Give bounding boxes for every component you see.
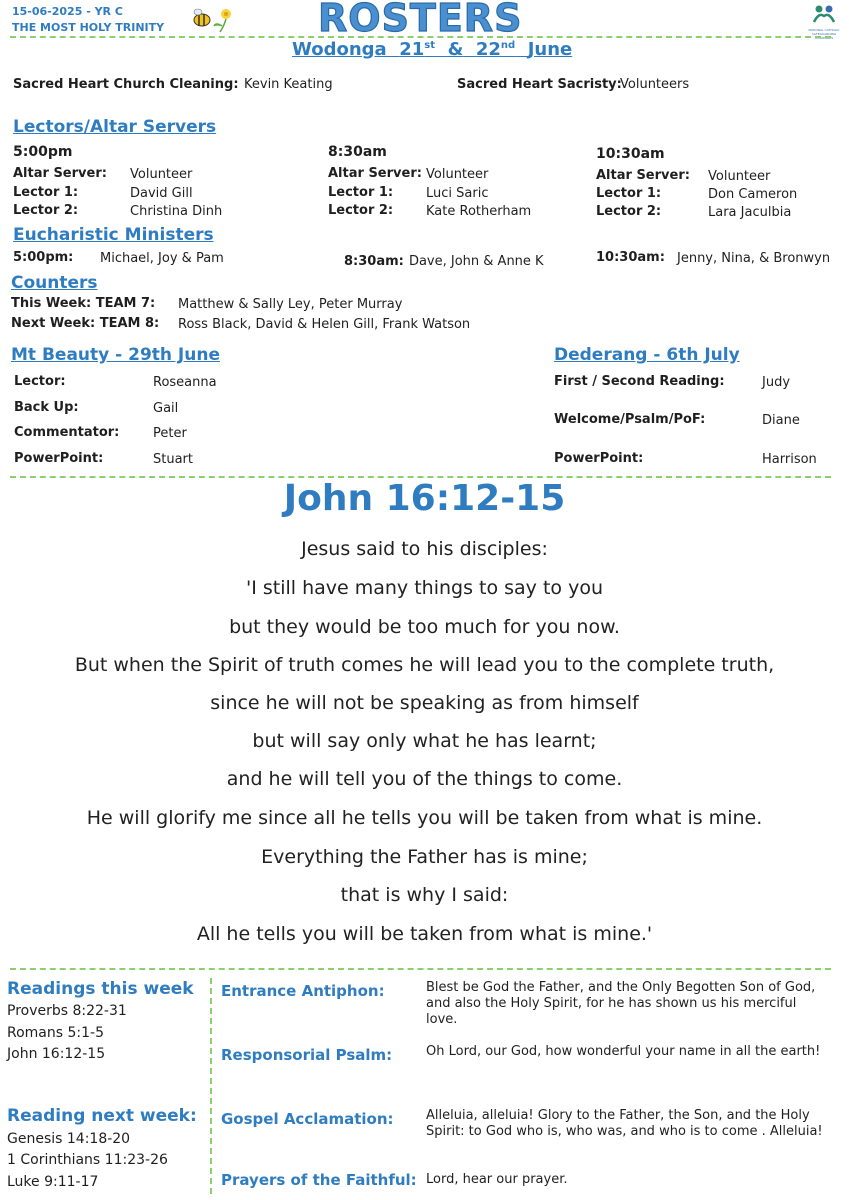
counters-next-label: Next Week: TEAM 8: bbox=[11, 316, 160, 331]
lector2-label: Lector 2: bbox=[596, 204, 662, 219]
altar-label: Altar Server: bbox=[328, 166, 422, 181]
subtitle-amp: & bbox=[447, 39, 464, 60]
safeguarding-logo bbox=[806, 2, 842, 40]
readings-this-heading: Readings this week bbox=[7, 979, 194, 999]
mt-beauty-powerpoint-value: Stuart bbox=[153, 452, 193, 467]
reading-item: Luke 9:11-17 bbox=[7, 1174, 99, 1190]
gospel-line: 'I still have many things to say to you bbox=[245, 577, 603, 599]
lector1-value: Luci Saric bbox=[426, 186, 489, 201]
lector1-value: David Gill bbox=[130, 186, 193, 201]
gospel-line: All he tells you will be taken from what is mine.' bbox=[196, 923, 653, 945]
em-names-5pm: Michael, Joy & Pam bbox=[100, 251, 224, 266]
counters-heading: Counters bbox=[11, 273, 98, 293]
reading-item: 1 Corinthians 11:23-26 bbox=[7, 1152, 168, 1168]
reading-item: Proverbs 8:22-31 bbox=[7, 1003, 127, 1019]
column-divider bbox=[210, 978, 212, 1194]
dederang-welcome-value: Diane bbox=[762, 413, 800, 428]
prayers-faithful-label: Prayers of the Faithful: bbox=[221, 1171, 417, 1189]
lector2-value: Christina Dinh bbox=[130, 204, 223, 219]
header-divider bbox=[10, 36, 831, 38]
altar-value: Volunteer bbox=[708, 169, 771, 184]
altar-value: Volunteer bbox=[426, 167, 489, 182]
gospel-line: Everything the Father has is mine; bbox=[261, 846, 588, 868]
counters-next-value: Ross Black, David & Helen Gill, Frank Watson bbox=[178, 317, 471, 332]
lector2-value: Kate Rotherham bbox=[426, 204, 532, 219]
lector2-value: Lara Jaculbia bbox=[708, 205, 792, 220]
cleaning-label: Sacred Heart Church Cleaning: bbox=[13, 77, 239, 92]
gospel-line: Jesus said to his disciples: bbox=[301, 538, 548, 560]
mt-beauty-lector-value: Roseanna bbox=[153, 375, 217, 390]
em-830am bbox=[344, 250, 544, 269]
entrance-antiphon-text: Blest be God the Father, and the Only Begotten Son of God, and also the Holy Spirit, for he has shown us his merciful love. bbox=[426, 980, 816, 1027]
subtitle-place: Wodonga bbox=[292, 39, 387, 60]
em-names-1030am: Jenny, Nina, & Bronwyn bbox=[677, 251, 831, 266]
responsorial-psalm-label: Responsorial Psalm: bbox=[221, 1046, 393, 1064]
date-line: 15-06-2025 - YR C bbox=[12, 5, 123, 18]
gospel-acclamation-text: Alleluia, alleluia! Glory to the Father, the Son, and the Holy Spirit: to God who is, who was, and who is to come . Alleluia! bbox=[426, 1108, 823, 1139]
mt-beauty-commentator-label: Commentator: bbox=[14, 425, 120, 440]
gospel-line: But when the Spirit of truth comes he will lead you to the complete truth, bbox=[74, 654, 775, 676]
lector1-value: Don Cameron bbox=[708, 187, 798, 202]
subtitle-day-2: 22 bbox=[475, 39, 501, 60]
lector1-label: Lector 1: bbox=[328, 185, 394, 200]
readings-next-heading: Reading next week: bbox=[7, 1106, 197, 1126]
altar-value: Volunteer bbox=[130, 167, 193, 182]
dederang-reading-value: Judy bbox=[762, 375, 791, 390]
responsorial-psalm-text: Oh Lord, our God, how wonderful your name in all the earth! bbox=[426, 1044, 821, 1059]
reading-item: John 16:12-15 bbox=[7, 1046, 106, 1062]
gospel-line: that is why I said: bbox=[340, 884, 509, 906]
altar-label: Altar Server: bbox=[13, 166, 107, 181]
bottom-divider bbox=[10, 968, 831, 970]
gospel-title: John 16:12-15 bbox=[283, 478, 566, 519]
subtitle-month: June bbox=[527, 39, 573, 60]
bee-flower-icon bbox=[188, 4, 240, 34]
counters-this-value: Matthew & Sally Ley, Peter Murray bbox=[178, 297, 403, 312]
gospel-line: since he will not be speaking as from himself bbox=[210, 692, 639, 714]
cleaning-value: Kevin Keating bbox=[244, 77, 333, 92]
dederang-welcome-label: Welcome/Psalm/PoF: bbox=[554, 412, 706, 427]
entrance-antiphon-label: Entrance Antiphon: bbox=[221, 982, 385, 1000]
eucharistic-heading: Eucharistic Ministers bbox=[13, 225, 214, 245]
mt-beauty-lector-label: Lector: bbox=[14, 374, 66, 389]
logo-text: NATIONAL CATHOLIC SAFEGUARDING STANDARDS bbox=[808, 28, 840, 40]
mass-time-1030am: 10:30am bbox=[596, 146, 665, 162]
feast-name: THE MOST HOLY TRINITY bbox=[12, 21, 165, 34]
page-title: ROSTERS bbox=[318, 0, 523, 40]
lector1-label: Lector 1: bbox=[596, 186, 662, 201]
gospel-line: and he will tell you of the things to come. bbox=[226, 768, 623, 790]
safeguarding-logo-icon bbox=[806, 2, 842, 24]
mt-beauty-heading: Mt Beauty - 29th June bbox=[11, 345, 220, 365]
subtitle-day-1: 21 bbox=[399, 39, 425, 60]
subtitle-suffix-2: nd bbox=[500, 40, 516, 51]
mt-beauty-commentator-value: Peter bbox=[153, 426, 187, 441]
altar-label: Altar Server: bbox=[596, 168, 690, 183]
em-names-830am: Dave, John & Anne K bbox=[408, 254, 544, 269]
sacristy-value: Volunteers bbox=[620, 77, 690, 92]
gospel-line: but they would be too much for you now. bbox=[229, 616, 620, 638]
page-subtitle bbox=[292, 39, 572, 60]
lectors-heading: Lectors/Altar Servers bbox=[13, 117, 217, 137]
em-time-5pm: 5:00pm: bbox=[13, 250, 74, 265]
dederang-heading: Dederang - 6th July bbox=[554, 345, 740, 365]
gospel-line: He will glorify me since all he tells you will be taken from what is mine. bbox=[86, 807, 763, 829]
subtitle-suffix-1: st bbox=[424, 40, 436, 51]
gospel-acclamation-label: Gospel Acclamation: bbox=[221, 1110, 394, 1128]
reading-item: Romans 5:1-5 bbox=[7, 1025, 104, 1041]
em-time-1030am: 10:30am: bbox=[596, 250, 665, 265]
lector2-label: Lector 2: bbox=[13, 203, 79, 218]
lector2-label: Lector 2: bbox=[328, 203, 394, 218]
reading-item: Genesis 14:18-20 bbox=[7, 1131, 131, 1147]
mass-time-5pm: 5:00pm bbox=[13, 144, 73, 160]
lector1-label: Lector 1: bbox=[13, 185, 79, 200]
mass-time-830am: 8:30am bbox=[328, 144, 387, 160]
sacristy-label: Sacred Heart Sacristy: bbox=[457, 77, 622, 92]
gospel-line: but will say only what he has learnt; bbox=[252, 730, 597, 752]
dederang-powerpoint-label: PowerPoint: bbox=[554, 451, 644, 466]
counters-this-label: This Week: TEAM 7: bbox=[11, 296, 156, 311]
mt-beauty-backup-value: Gail bbox=[153, 401, 179, 416]
prayers-faithful-text: Lord, hear our prayer. bbox=[426, 1172, 568, 1187]
dederang-powerpoint-value: Harrison bbox=[762, 452, 817, 467]
mt-beauty-backup-label: Back Up: bbox=[14, 400, 79, 415]
em-time-830am: 8:30am: bbox=[344, 254, 404, 269]
dederang-reading-label: First / Second Reading: bbox=[554, 374, 725, 389]
mt-beauty-powerpoint-label: PowerPoint: bbox=[14, 451, 104, 466]
